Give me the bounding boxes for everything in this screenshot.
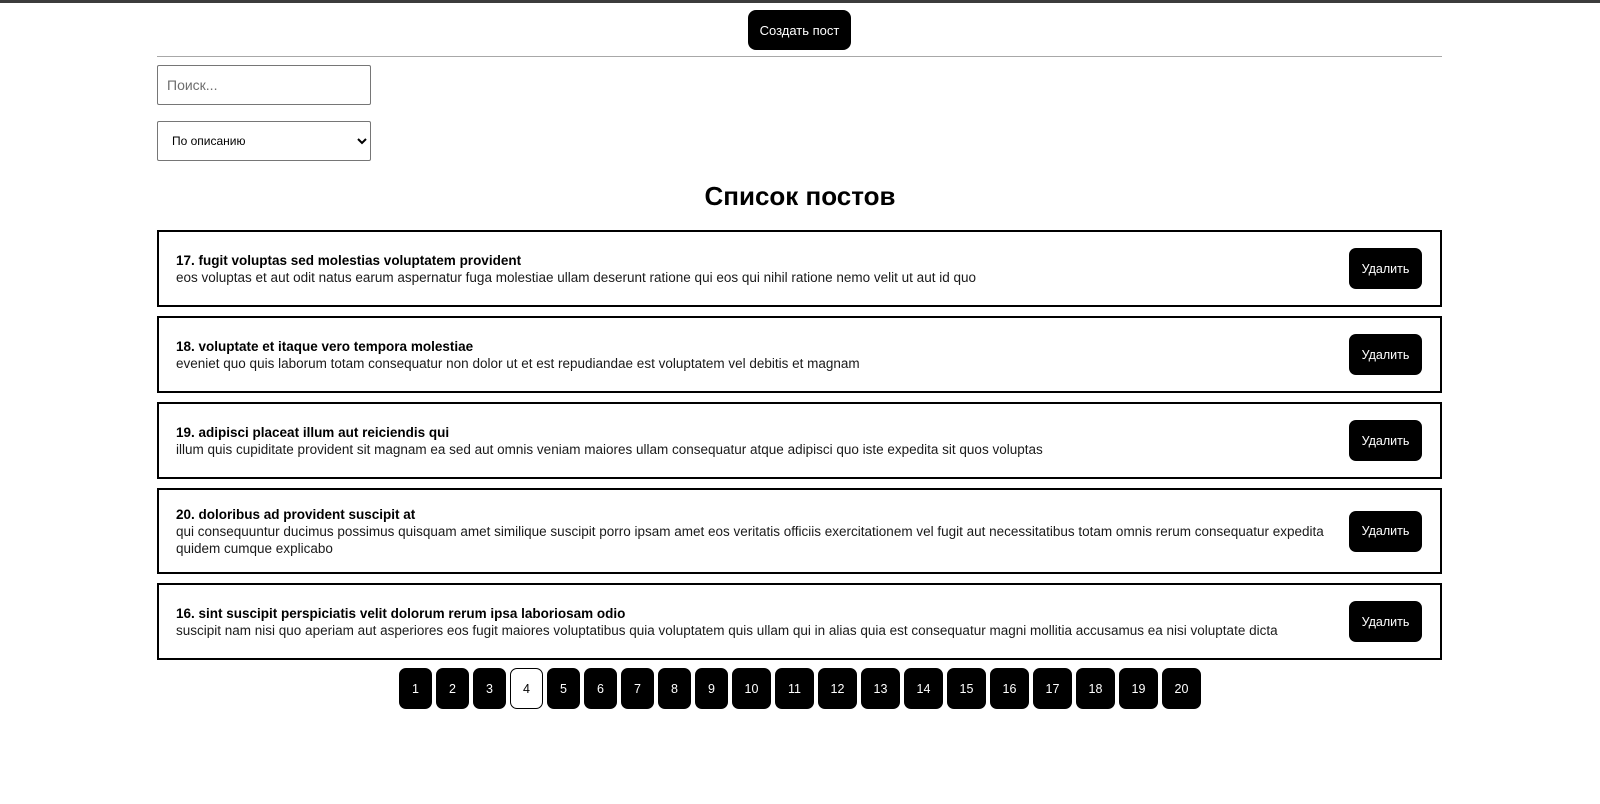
page-button[interactable]: 1 xyxy=(399,668,432,709)
page-button[interactable]: 9 xyxy=(695,668,728,709)
post-body: eos voluptas et aut odit natus earum aspernatur fuga molestiae ullam deserunt ratione qui eos qui nihil ratione nemo velit ut aut id quo xyxy=(176,269,976,285)
post-content xyxy=(176,424,1349,458)
post-title: 16. sint suscipit perspiciatis velit dolorum rerum ipsa laboriosam odio xyxy=(176,605,626,621)
page-button[interactable]: 13 xyxy=(861,668,900,709)
header-divider xyxy=(157,56,1442,57)
post-body: suscipit nam nisi quo aperiam aut asperiores eos fugit maiores voluptatibus quia voluptatem quis ullam qui in alias quia est consequatur magni mollitia accusamus ea nisi voluptate dicta xyxy=(176,622,1278,638)
page-button[interactable]: 16 xyxy=(990,668,1029,709)
delete-post-button[interactable]: Удалить xyxy=(1349,248,1422,289)
create-post-button[interactable]: Создать пост xyxy=(748,10,851,50)
top-strip xyxy=(0,0,1600,3)
post-content xyxy=(176,338,1349,372)
post-list xyxy=(157,230,1442,669)
post-title: 17. fugit voluptas sed molestias voluptatem provident xyxy=(176,252,522,268)
page-button[interactable]: 2 xyxy=(436,668,469,709)
post-body: qui consequuntur ducimus possimus quisquam amet similique suscipit porro ipsam amet eos veritatis officiis exercitationem vel fugit aut necessitatibus totam omnis rerum consequatur expedita quidem cumque explicabo xyxy=(176,523,1324,556)
page-button[interactable]: 6 xyxy=(584,668,617,709)
page-button[interactable]: 5 xyxy=(547,668,580,709)
post-title: 20. doloribus ad provident suscipit at xyxy=(176,506,416,522)
post-title: 18. voluptate et itaque vero tempora molestiae xyxy=(176,338,474,354)
post-content xyxy=(176,605,1349,639)
page-button[interactable]: 20 xyxy=(1162,668,1201,709)
page-button[interactable]: 19 xyxy=(1119,668,1158,709)
page-button[interactable]: 15 xyxy=(947,668,986,709)
post-item xyxy=(157,583,1442,660)
delete-post-button[interactable]: Удалить xyxy=(1349,601,1422,642)
post-item xyxy=(157,316,1442,393)
post-item xyxy=(157,488,1442,574)
pagination xyxy=(0,668,1600,709)
sort-select[interactable] xyxy=(157,121,371,161)
page-button[interactable]: 12 xyxy=(818,668,857,709)
post-item xyxy=(157,230,1442,307)
page-title: Список постов xyxy=(704,181,896,211)
page-button[interactable]: 17 xyxy=(1033,668,1072,709)
page-button[interactable]: 10 xyxy=(732,668,771,709)
page-button[interactable]: 8 xyxy=(658,668,691,709)
post-content xyxy=(176,506,1349,557)
post-item xyxy=(157,402,1442,479)
post-content xyxy=(176,252,1349,286)
page-button[interactable]: 3 xyxy=(473,668,506,709)
post-body: illum quis cupiditate provident sit magnam ea sed aut omnis veniam maiores ullam consequatur atque adipisci quo iste expedita sit quos voluptas xyxy=(176,441,1043,457)
delete-post-button[interactable]: Удалить xyxy=(1349,334,1422,375)
page-button[interactable]: 7 xyxy=(621,668,654,709)
post-body: eveniet quo quis laborum totam consequatur non dolor ut et est repudiandae est voluptatem vel debitis et magnam xyxy=(176,355,860,371)
post-title: 19. adipisci placeat illum aut reiciendis qui xyxy=(176,424,450,440)
page-button-current[interactable]: 4 xyxy=(510,668,543,709)
search-input[interactable] xyxy=(157,65,371,105)
delete-post-button[interactable]: Удалить xyxy=(1349,420,1422,461)
page-button[interactable]: 18 xyxy=(1076,668,1115,709)
page-button[interactable]: 11 xyxy=(775,668,814,709)
delete-post-button[interactable]: Удалить xyxy=(1349,511,1422,552)
page-button[interactable]: 14 xyxy=(904,668,943,709)
